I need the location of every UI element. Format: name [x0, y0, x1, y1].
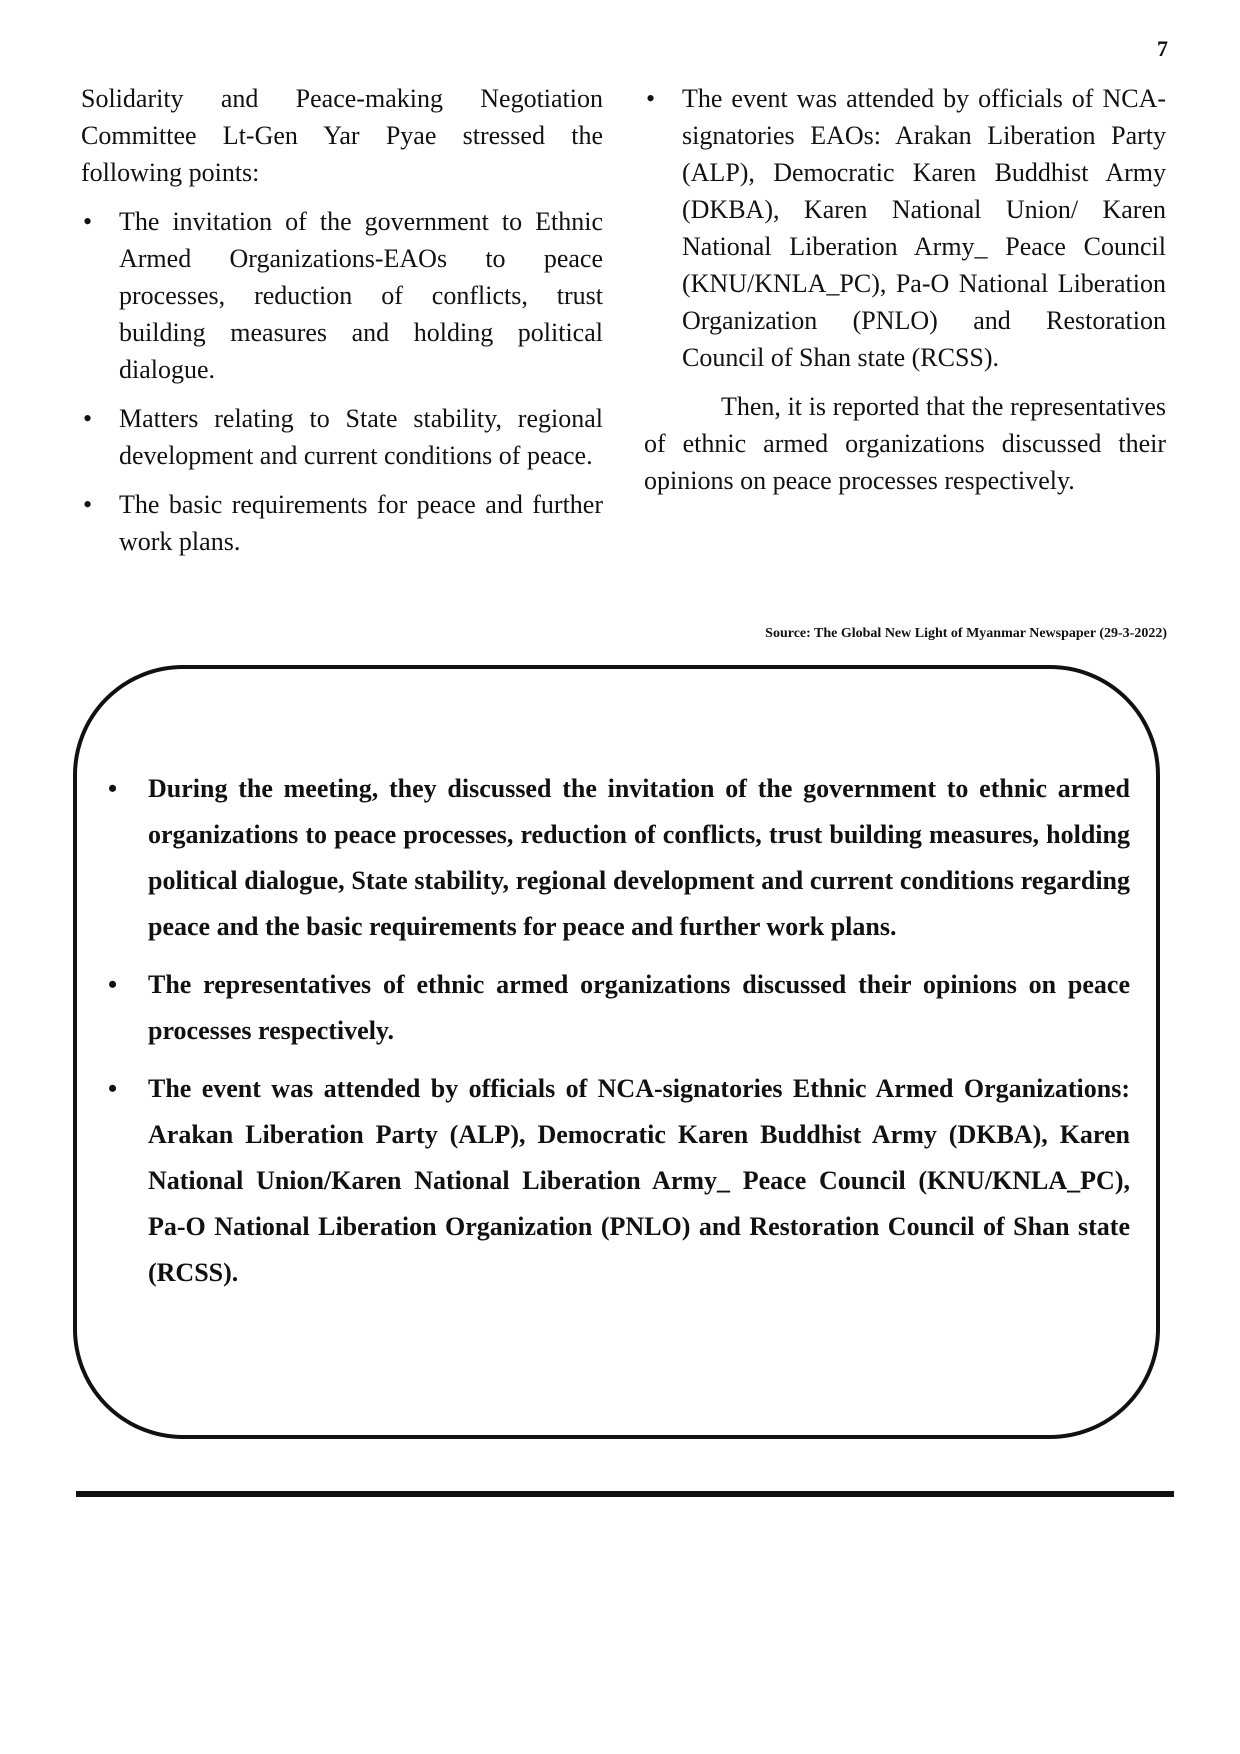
left-column [81, 80, 603, 572]
list-item-text: The invitation of the government to Ethnic Armed Organizations-EAOs to peace processes, reduction of conflicts, trust building measures and holding political dialogue. [119, 207, 603, 384]
list-item [81, 486, 603, 560]
list-item-text: The event was attended by officials of NCA-signatories Ethnic Armed Organizations: Arakan Liberation Party (ALP), Democratic Karen Buddhist Army (DKBA), Karen National Union/Karen National Liberation Army_ Peace Council (KNU/KNLA_PC), Pa-O National Liberation Organization (PNLO) and Restoration Council of Shan state (RCSS). [148, 1074, 1130, 1287]
list-item [81, 400, 603, 474]
left-intro-paragraph: Solidarity and Peace-making Negotiation Committee Lt-Gen Yar Pyae stressed the following points: [81, 84, 603, 187]
summary-bullet-list [106, 766, 1130, 1308]
right-column [644, 80, 1166, 511]
bottom-divider [76, 1491, 1174, 1497]
bullet-icon: • [83, 490, 93, 519]
list-item [81, 203, 603, 388]
list-item [106, 1066, 1130, 1296]
bullet-icon: • [108, 970, 118, 999]
bullet-icon: • [108, 1074, 118, 1103]
list-item-text: The event was attended by officials of NCA-signatories EAOs: Arakan Liberation Party (ALP), Democratic Karen Buddhist Army (DKBA), Karen National Union/ Karen National Liberation Army_ Peace Council (KNU/KNLA_PC), Pa-O National Liberation Organization (PNLO) and Restoration Council of Shan state (RCSS). [682, 84, 1166, 372]
right-bullet-list [644, 80, 1166, 376]
left-bullet-list [81, 203, 603, 560]
bullet-icon: • [83, 207, 93, 236]
bullet-icon: • [108, 774, 118, 803]
page-number: 7 [1157, 36, 1168, 61]
right-paragraph: Then, it is reported that the representatives of ethnic armed organizations discussed their opinions on peace processes respectively. [644, 392, 1166, 495]
list-item-text: Matters relating to State stability, regional development and current conditions of peace. [119, 404, 603, 470]
list-item-text: The basic requirements for peace and further work plans. [119, 490, 603, 556]
list-item-text: The representatives of ethnic armed organizations discussed their opinions on peace processes respectively. [148, 970, 1130, 1045]
list-item [644, 80, 1166, 376]
list-item [106, 766, 1130, 950]
list-item-text: During the meeting, they discussed the invitation of the government to ethnic armed organizations to peace processes, reduction of conflicts, trust building measures, holding political dialogue, State stability, regional development and current conditions regarding peace and the basic requirements for peace and further work plans. [148, 774, 1130, 941]
source-citation: Source: The Global New Light of Myanmar Newspaper (29-3-2022) [765, 626, 1167, 641]
list-item [106, 962, 1130, 1054]
bullet-icon: • [646, 84, 656, 113]
bullet-icon: • [83, 404, 93, 433]
